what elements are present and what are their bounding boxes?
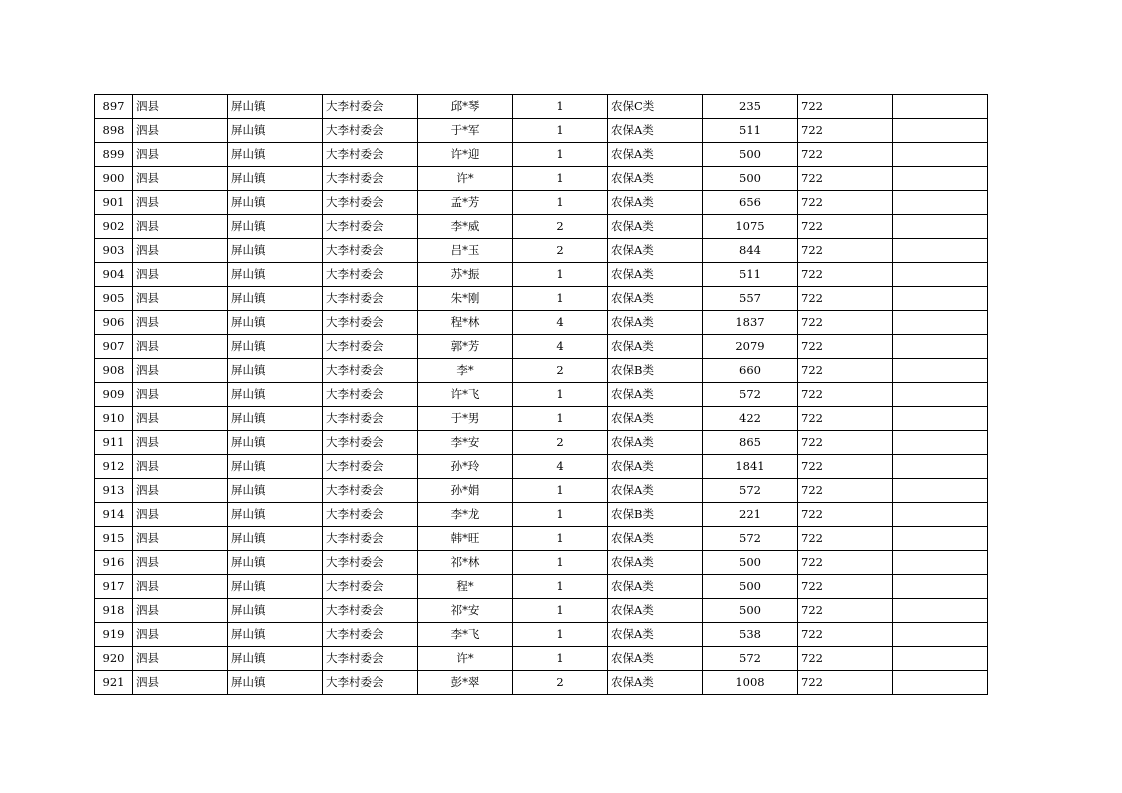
remark-cell (893, 647, 988, 671)
table-row (95, 335, 988, 359)
standard-cell: 722 (798, 167, 893, 191)
household-count-cell: 1 (513, 407, 608, 431)
household-count-cell: 2 (513, 431, 608, 455)
village-cell: 大李村委会 (323, 671, 418, 695)
amount-cell: 1837 (703, 311, 798, 335)
county-cell: 泗县 (133, 575, 228, 599)
standard-cell: 722 (798, 575, 893, 599)
town-cell: 屏山镇 (228, 335, 323, 359)
remark-cell (893, 383, 988, 407)
standard-cell: 722 (798, 143, 893, 167)
table-row (95, 671, 988, 695)
name-cell: 许*迎 (418, 143, 513, 167)
category-cell: 农保A类 (608, 287, 703, 311)
remark-cell (893, 287, 988, 311)
category-cell: 农保A类 (608, 551, 703, 575)
seq-cell: 918 (95, 599, 133, 623)
household-count-cell: 2 (513, 359, 608, 383)
town-cell: 屏山镇 (228, 407, 323, 431)
village-cell: 大李村委会 (323, 263, 418, 287)
standard-cell: 722 (798, 311, 893, 335)
category-cell: 农保A类 (608, 527, 703, 551)
table-row (95, 95, 988, 119)
category-cell: 农保A类 (608, 311, 703, 335)
standard-cell: 722 (798, 647, 893, 671)
county-cell: 泗县 (133, 551, 228, 575)
town-cell: 屏山镇 (228, 311, 323, 335)
town-cell: 屏山镇 (228, 191, 323, 215)
standard-cell: 722 (798, 599, 893, 623)
town-cell: 屏山镇 (228, 503, 323, 527)
village-cell: 大李村委会 (323, 599, 418, 623)
category-cell: 农保C类 (608, 95, 703, 119)
category-cell: 农保A类 (608, 383, 703, 407)
table-row (95, 191, 988, 215)
county-cell: 泗县 (133, 191, 228, 215)
household-count-cell: 4 (513, 335, 608, 359)
county-cell: 泗县 (133, 407, 228, 431)
standard-cell: 722 (798, 239, 893, 263)
town-cell: 屏山镇 (228, 479, 323, 503)
seq-cell: 909 (95, 383, 133, 407)
village-cell: 大李村委会 (323, 623, 418, 647)
standard-cell: 722 (798, 95, 893, 119)
name-cell: 邱*琴 (418, 95, 513, 119)
town-cell: 屏山镇 (228, 95, 323, 119)
table-row (95, 119, 988, 143)
category-cell: 农保A类 (608, 599, 703, 623)
amount-cell: 500 (703, 143, 798, 167)
remark-cell (893, 359, 988, 383)
table-row (95, 287, 988, 311)
category-cell: 农保A类 (608, 263, 703, 287)
amount-cell: 538 (703, 623, 798, 647)
household-count-cell: 1 (513, 143, 608, 167)
table-row (95, 359, 988, 383)
standard-cell: 722 (798, 119, 893, 143)
seq-cell: 911 (95, 431, 133, 455)
remark-cell (893, 263, 988, 287)
seq-cell: 915 (95, 527, 133, 551)
standard-cell: 722 (798, 623, 893, 647)
name-cell: 李*威 (418, 215, 513, 239)
remark-cell (893, 551, 988, 575)
remark-cell (893, 191, 988, 215)
seq-cell: 899 (95, 143, 133, 167)
category-cell: 农保A类 (608, 215, 703, 239)
table-row (95, 527, 988, 551)
household-count-cell: 1 (513, 551, 608, 575)
standard-cell: 722 (798, 671, 893, 695)
seq-cell: 897 (95, 95, 133, 119)
remark-cell (893, 623, 988, 647)
standard-cell: 722 (798, 551, 893, 575)
village-cell: 大李村委会 (323, 383, 418, 407)
standard-cell: 722 (798, 287, 893, 311)
town-cell: 屏山镇 (228, 455, 323, 479)
category-cell: 农保A类 (608, 575, 703, 599)
name-cell: 于*军 (418, 119, 513, 143)
seq-cell: 914 (95, 503, 133, 527)
standard-cell: 722 (798, 359, 893, 383)
remark-cell (893, 455, 988, 479)
name-cell: 于*男 (418, 407, 513, 431)
village-cell: 大李村委会 (323, 311, 418, 335)
household-count-cell: 1 (513, 263, 608, 287)
name-cell: 李* (418, 359, 513, 383)
county-cell: 泗县 (133, 263, 228, 287)
remark-cell (893, 479, 988, 503)
standard-cell: 722 (798, 215, 893, 239)
village-cell: 大李村委会 (323, 95, 418, 119)
county-cell: 泗县 (133, 143, 228, 167)
standard-cell: 722 (798, 407, 893, 431)
name-cell: 吕*玉 (418, 239, 513, 263)
remark-cell (893, 311, 988, 335)
village-cell: 大李村委会 (323, 575, 418, 599)
amount-cell: 572 (703, 647, 798, 671)
category-cell: 农保B类 (608, 503, 703, 527)
table-row (95, 215, 988, 239)
seq-cell: 913 (95, 479, 133, 503)
household-count-cell: 4 (513, 455, 608, 479)
name-cell: 朱*刚 (418, 287, 513, 311)
category-cell: 农保A类 (608, 143, 703, 167)
standard-cell: 722 (798, 191, 893, 215)
county-cell: 泗县 (133, 119, 228, 143)
amount-cell: 1841 (703, 455, 798, 479)
amount-cell: 500 (703, 551, 798, 575)
amount-cell: 1008 (703, 671, 798, 695)
table-row (95, 311, 988, 335)
village-cell: 大李村委会 (323, 215, 418, 239)
remark-cell (893, 503, 988, 527)
village-cell: 大李村委会 (323, 335, 418, 359)
name-cell: 许* (418, 167, 513, 191)
amount-cell: 2079 (703, 335, 798, 359)
amount-cell: 500 (703, 575, 798, 599)
amount-cell: 865 (703, 431, 798, 455)
county-cell: 泗县 (133, 287, 228, 311)
amount-cell: 221 (703, 503, 798, 527)
town-cell: 屏山镇 (228, 239, 323, 263)
amount-cell: 511 (703, 263, 798, 287)
remark-cell (893, 143, 988, 167)
town-cell: 屏山镇 (228, 143, 323, 167)
village-cell: 大李村委会 (323, 359, 418, 383)
remark-cell (893, 167, 988, 191)
remark-cell (893, 599, 988, 623)
county-cell: 泗县 (133, 623, 228, 647)
village-cell: 大李村委会 (323, 503, 418, 527)
category-cell: 农保A类 (608, 335, 703, 359)
table-row (95, 167, 988, 191)
amount-cell: 500 (703, 167, 798, 191)
town-cell: 屏山镇 (228, 215, 323, 239)
county-cell: 泗县 (133, 215, 228, 239)
table-row (95, 599, 988, 623)
remark-cell (893, 527, 988, 551)
remark-cell (893, 575, 988, 599)
table-row (95, 479, 988, 503)
household-count-cell: 1 (513, 479, 608, 503)
village-cell: 大李村委会 (323, 239, 418, 263)
name-cell: 许*飞 (418, 383, 513, 407)
county-cell: 泗县 (133, 383, 228, 407)
household-count-cell: 4 (513, 311, 608, 335)
town-cell: 屏山镇 (228, 671, 323, 695)
county-cell: 泗县 (133, 95, 228, 119)
amount-cell: 572 (703, 479, 798, 503)
table-row (95, 431, 988, 455)
town-cell: 屏山镇 (228, 527, 323, 551)
category-cell: 农保A类 (608, 167, 703, 191)
remark-cell (893, 407, 988, 431)
county-cell: 泗县 (133, 671, 228, 695)
village-cell: 大李村委会 (323, 191, 418, 215)
town-cell: 屏山镇 (228, 551, 323, 575)
seq-cell: 912 (95, 455, 133, 479)
county-cell: 泗县 (133, 647, 228, 671)
household-count-cell: 1 (513, 575, 608, 599)
county-cell: 泗县 (133, 335, 228, 359)
household-count-cell: 1 (513, 119, 608, 143)
remark-cell (893, 119, 988, 143)
seq-cell: 908 (95, 359, 133, 383)
amount-cell: 572 (703, 527, 798, 551)
household-count-cell: 1 (513, 503, 608, 527)
town-cell: 屏山镇 (228, 431, 323, 455)
table-row (95, 263, 988, 287)
name-cell: 程* (418, 575, 513, 599)
amount-cell: 511 (703, 119, 798, 143)
household-count-cell: 2 (513, 215, 608, 239)
amount-cell: 572 (703, 383, 798, 407)
seq-cell: 902 (95, 215, 133, 239)
household-count-cell: 1 (513, 599, 608, 623)
town-cell: 屏山镇 (228, 119, 323, 143)
town-cell: 屏山镇 (228, 167, 323, 191)
village-cell: 大李村委会 (323, 479, 418, 503)
standard-cell: 722 (798, 383, 893, 407)
remark-cell (893, 335, 988, 359)
village-cell: 大李村委会 (323, 407, 418, 431)
table-row (95, 383, 988, 407)
village-cell: 大李村委会 (323, 287, 418, 311)
table-row (95, 623, 988, 647)
standard-cell: 722 (798, 263, 893, 287)
category-cell: 农保A类 (608, 671, 703, 695)
data-table (94, 94, 988, 695)
remark-cell (893, 215, 988, 239)
remark-cell (893, 431, 988, 455)
household-count-cell: 1 (513, 623, 608, 647)
remark-cell (893, 95, 988, 119)
table-row (95, 503, 988, 527)
village-cell: 大李村委会 (323, 551, 418, 575)
remark-cell (893, 671, 988, 695)
seq-cell: 920 (95, 647, 133, 671)
household-count-cell: 1 (513, 527, 608, 551)
name-cell: 郭*芳 (418, 335, 513, 359)
seq-cell: 906 (95, 311, 133, 335)
town-cell: 屏山镇 (228, 647, 323, 671)
seq-cell: 907 (95, 335, 133, 359)
seq-cell: 916 (95, 551, 133, 575)
standard-cell: 722 (798, 335, 893, 359)
name-cell: 祁*林 (418, 551, 513, 575)
seq-cell: 898 (95, 119, 133, 143)
category-cell: 农保A类 (608, 455, 703, 479)
county-cell: 泗县 (133, 359, 228, 383)
amount-cell: 500 (703, 599, 798, 623)
standard-cell: 722 (798, 479, 893, 503)
table-row (95, 239, 988, 263)
county-cell: 泗县 (133, 599, 228, 623)
name-cell: 韩*旺 (418, 527, 513, 551)
county-cell: 泗县 (133, 503, 228, 527)
category-cell: 农保A类 (608, 407, 703, 431)
standard-cell: 722 (798, 503, 893, 527)
name-cell: 苏*振 (418, 263, 513, 287)
seq-cell: 910 (95, 407, 133, 431)
town-cell: 屏山镇 (228, 383, 323, 407)
amount-cell: 235 (703, 95, 798, 119)
town-cell: 屏山镇 (228, 599, 323, 623)
town-cell: 屏山镇 (228, 623, 323, 647)
village-cell: 大李村委会 (323, 647, 418, 671)
county-cell: 泗县 (133, 479, 228, 503)
category-cell: 农保A类 (608, 431, 703, 455)
table-row (95, 143, 988, 167)
name-cell: 彭*翠 (418, 671, 513, 695)
amount-cell: 422 (703, 407, 798, 431)
name-cell: 许* (418, 647, 513, 671)
amount-cell: 557 (703, 287, 798, 311)
remark-cell (893, 239, 988, 263)
county-cell: 泗县 (133, 527, 228, 551)
category-cell: 农保B类 (608, 359, 703, 383)
name-cell: 孙*玲 (418, 455, 513, 479)
seq-cell: 905 (95, 287, 133, 311)
standard-cell: 722 (798, 527, 893, 551)
name-cell: 李*龙 (418, 503, 513, 527)
standard-cell: 722 (798, 431, 893, 455)
town-cell: 屏山镇 (228, 359, 323, 383)
household-count-cell: 2 (513, 671, 608, 695)
amount-cell: 660 (703, 359, 798, 383)
category-cell: 农保A类 (608, 623, 703, 647)
category-cell: 农保A类 (608, 191, 703, 215)
name-cell: 程*林 (418, 311, 513, 335)
town-cell: 屏山镇 (228, 287, 323, 311)
household-count-cell: 1 (513, 383, 608, 407)
table-row (95, 407, 988, 431)
table-row (95, 647, 988, 671)
household-count-cell: 2 (513, 239, 608, 263)
seq-cell: 919 (95, 623, 133, 647)
seq-cell: 917 (95, 575, 133, 599)
town-cell: 屏山镇 (228, 575, 323, 599)
household-count-cell: 1 (513, 191, 608, 215)
village-cell: 大李村委会 (323, 167, 418, 191)
category-cell: 农保A类 (608, 647, 703, 671)
county-cell: 泗县 (133, 167, 228, 191)
name-cell: 孙*娟 (418, 479, 513, 503)
village-cell: 大李村委会 (323, 455, 418, 479)
standard-cell: 722 (798, 455, 893, 479)
household-count-cell: 1 (513, 647, 608, 671)
name-cell: 孟*芳 (418, 191, 513, 215)
household-count-cell: 1 (513, 167, 608, 191)
household-count-cell: 1 (513, 287, 608, 311)
county-cell: 泗县 (133, 311, 228, 335)
village-cell: 大李村委会 (323, 527, 418, 551)
seq-cell: 904 (95, 263, 133, 287)
seq-cell: 901 (95, 191, 133, 215)
county-cell: 泗县 (133, 431, 228, 455)
seq-cell: 903 (95, 239, 133, 263)
category-cell: 农保A类 (608, 119, 703, 143)
county-cell: 泗县 (133, 239, 228, 263)
village-cell: 大李村委会 (323, 431, 418, 455)
category-cell: 农保A类 (608, 479, 703, 503)
name-cell: 李*安 (418, 431, 513, 455)
name-cell: 李*飞 (418, 623, 513, 647)
amount-cell: 656 (703, 191, 798, 215)
amount-cell: 844 (703, 239, 798, 263)
seq-cell: 900 (95, 167, 133, 191)
table-body (95, 95, 988, 695)
amount-cell: 1075 (703, 215, 798, 239)
table-row (95, 575, 988, 599)
category-cell: 农保A类 (608, 239, 703, 263)
table-row (95, 551, 988, 575)
table-row (95, 455, 988, 479)
name-cell: 祁*安 (418, 599, 513, 623)
county-cell: 泗县 (133, 455, 228, 479)
seq-cell: 921 (95, 671, 133, 695)
town-cell: 屏山镇 (228, 263, 323, 287)
village-cell: 大李村委会 (323, 143, 418, 167)
household-count-cell: 1 (513, 95, 608, 119)
village-cell: 大李村委会 (323, 119, 418, 143)
